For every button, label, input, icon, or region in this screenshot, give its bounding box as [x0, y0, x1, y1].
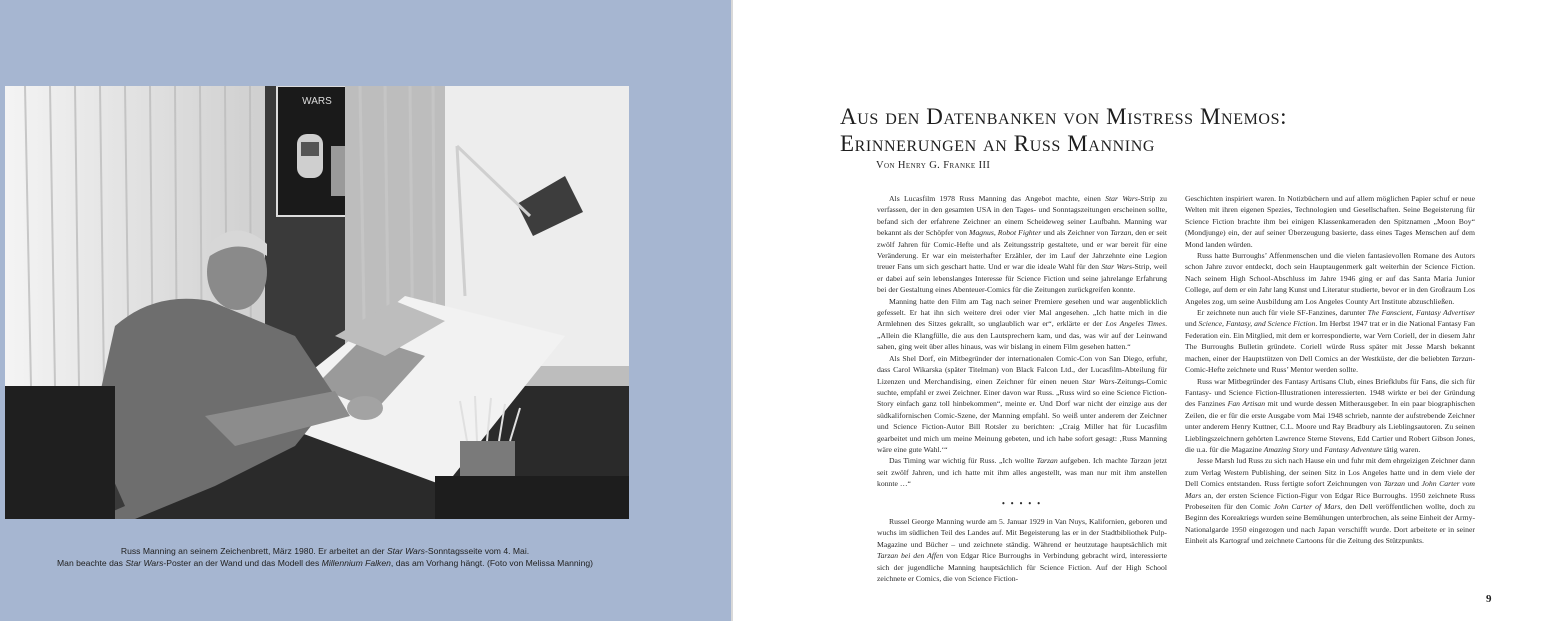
paragraph: Russ hatte Burroughs’ Affenmenschen und die vielen fantasievollen Romane des Autors schon Jahre zuvor entdeckt, doch sein Hauptaugenmerk galt weiterhin der Science Fiction. Nach seinem High School-Abschluss im Jahre 1946 ging er auf das Santa Maria Junior College, auf dem er ein Jahr lang Kunst und Literatur studierte, bevor er in den Großraum Los Angeles zog, um seine Ausbildung am Los Angeles County Art Institute abzuschließen.	[1185, 251, 1475, 306]
paragraph: Russ war Mitbegründer des Fantasy Artisans Club, eines Briefklubs für Fans, die sich für Fantasy- und Science Fiction-Illustrationen interessierten. 1948 wirkte er bei der Gründung des Fanzines Fan Artisan mit und wurde dessen Mitherausgeber. In ein paar biographischen Zeilen, die er für die erste Ausgabe vom Mai 1948 schrieb, nannte der aufstrebende Zeichner unter anderem Henry Kuttner, C.L. Moore und Ray Bradbury als Lieblingsautoren. Zu seinen Lieblingszeichnern gehörten Lawrence Sterne Stevens, Edd Cartier und Robert Gibson Jones, die u.a. für die Magazine Amazing Story und Fantasy Adventure tätig waren.	[1185, 376, 1476, 454]
article-byline: Von Henry G. Franke III	[876, 160, 991, 171]
poster-label: WARS	[302, 96, 332, 107]
title-line-1: Aus den Datenbanken von Mistress Mnemos:	[840, 104, 1288, 129]
text-column-2	[1185, 193, 1475, 547]
paragraph: Russel George Manning wurde am 5. Januar 1929 in Van Nuys, Kalifornien, geboren und wuchs im südlichen Teil des Landes auf. Mit Begeisterung las er in der Stadtbibliothek Pulp-Magazine und Bücher – und zeichnete ständig. Während er heutzutage hauptsächlich mit Tarzan bei den Affen von Edgar Rice Burroughs in Verbindung gebracht wird, interessierte sich der jugendliche Manning hauptsächlich für Science Fiction. Auf der High School zeichnete er Comics, die von Science Fiction-	[877, 516, 1167, 583]
paragraph: Als Lucasfilm 1978 Russ Manning das Angebot machte, einen Star Wars-Strip zu verfassen, der in den gesamten USA in den Tages- und Sonntagszeitungen erscheinen sollte, befand sich der erfahrene Zeichner an einem Scheideweg seiner Laufbahn. Manning war bekannt als der Schöpfer von Magnus, Robot Fighter und als Zeichner von Tarzan, den er seit zwölf Jahren für Comic-Hefte und als Zeitungsstrip gestaltete, und er war bereit für eine Veränderung. Er war ein meisterhafter Erzähler, der im Lauf der Jahrzehnte eine Legion treuer Fans um sich geschart hatte. Und er war die ideale Wahl für den Star Wars-Strip, weil er dabei auf sein lebenslanges Interesse für Science Fiction und seine jahrelange Erfahrung bei der Gestaltung eines Abenteuer-Comics für die Zeitungen zurückgreifen konnte.	[877, 194, 1168, 295]
paragraph: Jesse Marsh lud Russ zu sich nach Hause ein und fuhr mit dem ehrgeizigen Zeichner dann zum Verlag Western Publishing, der seinen Sitz in Los Angeles hatte und in dem viele der Dell Comics entstanden. Russ fertigte sofort Zeichnungen von Tarzan und John Carter vom Mars an, der ersten Science Fiction-Figur von Edgar Rice Burroughs. 1950 zeichnete Russ Probeseiten für den Comic John Carter of Mars, den Dell veröffentlichen wollte, doch zu Beginn des Koreakriegs wurden seine Bemühungen unterbrochen, als seine Einheit der Army-Nationalgarde 1950 eingezogen und nach Japan verschifft wurde. Dort arbeitete er in seiner Einheit als Kartograf und zeichnete Cartoons für die Zeitung des Stützpunkts.	[1185, 456, 1475, 546]
paragraph: Manning hatte den Film am Tag nach seiner Premiere gesehen und war augenblicklich gefesselt. Er hat ihn sich weitere drei oder vier Mal angesehen. „Ich hatte mich in die Armlehnen des Sitzes gekrallt, so unglaublich war er“, erklärte er der Los Angeles Times. „Allein die Klangfülle, die aus den Lautsprechern kam, und das, was wir auf der Leinwand sahen, ging weit über alles hinaus, was wir bislang in einem Film gesehen hatten.“	[877, 296, 1167, 352]
paragraph: Er zeichnete nun auch für viele SF-Fanzines, darunter The Fanscient, Fantasy Advertiser und Science, Fantasy, and Science Fiction. Im Herbst 1947 trat er in die National Fantasy Fan Federation ein. Ein Mitglied, mit dem er korrespondierte, war Vern Coriell, der in diesem Jahr The Burroughs Bulletin gründete. Coriell würde Russ später mit Jesse Marsh bekannt machen, einer der Hauptstützen von Dell Comics an der Westküste, der die beliebten Tarzan-Comic-Hefte zeichnete und Russ’ Mentor werden sollte.	[1185, 308, 1475, 375]
left-page	[0, 0, 731, 621]
photo-russ-manning	[5, 86, 629, 519]
photo-illustration	[5, 86, 629, 519]
page-number: 9	[1486, 593, 1492, 605]
article-title	[840, 103, 1287, 157]
photo-caption	[20, 546, 630, 569]
caption-line-2: Man beachte das Star Wars-Poster an der Wand und das Modell des Millennium Falken, das am Vorhang hängt. (Foto von Melissa Manning)	[57, 557, 593, 568]
title-line-2: Erinnerungen an Russ Manning	[840, 131, 1155, 156]
text-column-1	[877, 193, 1167, 584]
caption-line-1: Russ Manning an seinem Zeichenbrett, März 1980. Er arbeitet an der Star Wars-Sonntagsseite vom 4. Mai.	[120, 546, 530, 556]
paragraph: Das Timing war wichtig für Russ. „Ich wollte Tarzan aufgeben. Ich machte Tarzan jetzt seit zwölf Jahren, und ich hatte mit ihm alles angestellt, was man nur mit ihm anstellen konnte …“	[877, 456, 1168, 489]
paragraph: Geschichten inspiriert waren. In Notizbüchern und auf allem möglichen Papier schuf er neue Welten mit ihren eigenen Spezies, Technologien und Gesellschaften. Seine Begeisterung für Science Fiction brachte ihm bei einigen Klassenkameraden den Spitznamen „Moon Boy“ (Mondjunge) ein, der auf seiner Überzeugung basierte, dass eines Tages Menschen auf dem Mond landen würden.	[1185, 194, 1475, 249]
section-separator: • • • • •	[1001, 498, 1042, 508]
paragraph: Als Shel Dorf, ein Mitbegründer der internationalen Comic-Con von San Diego, erfuhr, dass Carol Wikarska (später Titelman) von Black Falcon Ltd., der Lucasfilm-Abteilung für Lizenzen und Merchandising, einen Zeichner für einen neuen Star Wars-Zeitungs-Comic suchte, empfahl er zwei Zeichner. Einer davon war Russ. „Russ wird so eine Science Fiction-Story einfach ganz toll hinbekommen“, meinte er. Und Dorf war nicht der einzige aus der südkalifornischen Comic-Szene, der Manning empfahl. So weiß unter anderem der Zeichner und Science Fiction-Autor Bill Rotsler zu berichten: „Craig Miller hat für Lucasfilm gearbeitet und mich um meine Meinung gebeten, und ich habe sofort gesagt: ‚Russ Manning wäre eine gute Wahl.‘“	[877, 353, 1167, 454]
page-spine	[731, 0, 733, 621]
